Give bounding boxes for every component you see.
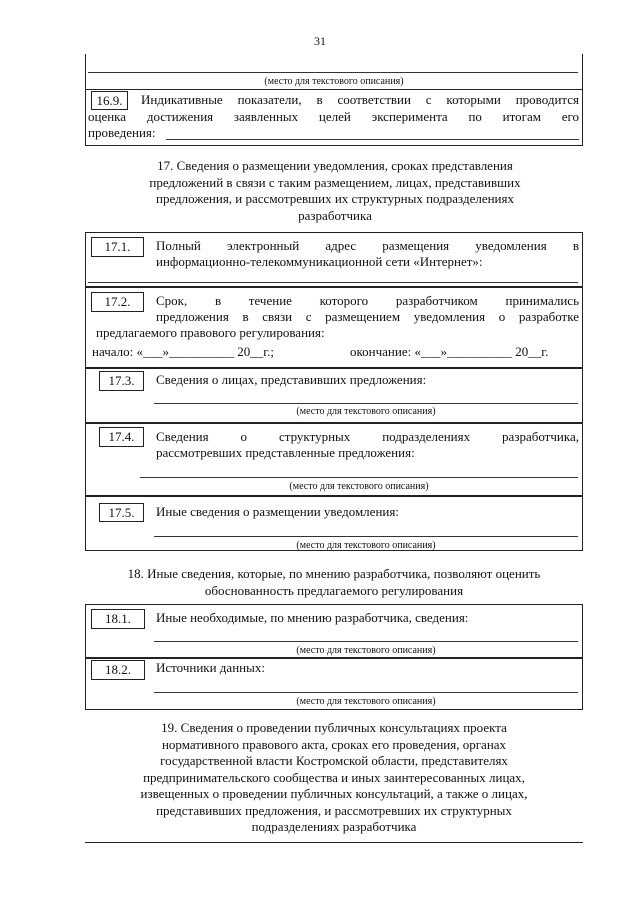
section-17-2-number: 17.2.: [91, 292, 144, 312]
section-18-1-fill-line: [154, 641, 578, 642]
section-16-9-fill-line: [166, 139, 579, 140]
section-17-3-fill-line: [154, 403, 578, 404]
section-16-9-text-2: оценка достижения заявленных целей эксперимента по итогам его: [88, 109, 579, 124]
section-17-1-number: 17.1.: [91, 237, 144, 257]
section-17-4-caption: (место для текстового описания): [289, 481, 429, 492]
section-17-2-text-3: предлагаемого правового регулирования:: [96, 325, 325, 340]
section-17-5-number: 17.5.: [99, 503, 144, 522]
section-17-4-fill-line: [140, 477, 578, 478]
section-17-5-caption: (место для текстового описания): [296, 540, 436, 551]
section-17-2-text-1: Срок, в течение которого разработчиком принимались: [156, 293, 579, 308]
section-18-2-text-1: Источники данных:: [156, 660, 265, 675]
section-18-2-number: 18.2.: [91, 660, 145, 680]
section-18-2-fill-line: [154, 692, 578, 693]
section-16-8-caption: (место для текстового описания): [264, 76, 404, 87]
section-17-3-number: 17.3.: [99, 371, 144, 391]
section-17-3-text-1: Сведения о лицах, представивших предложения:: [156, 372, 427, 387]
section-16-9-text-1: Индикативные показатели, в соответствии с которыми проводится: [141, 92, 579, 107]
section-17-2-end-date: окончание: «___»__________ 20__г.: [350, 344, 549, 359]
section-19-heading: 19. Сведения о проведении публичных консультациях проекта нормативного правового акта, сроках его проведения, органах государственной власти Костромской области, представителях предпринимательского сообщества и иных заинтересованных лицах, извещенных о проведении публичных консультаций, а также о лицах, представивших предложения, и рассмотревших их структурных подразделениях разработчика: [140, 720, 528, 834]
section-17-4-number: 17.4.: [99, 427, 144, 447]
section-19-top-border: [85, 842, 583, 843]
section-17-4-text-1: Сведения о структурных подразделениях разработчика,: [156, 429, 579, 444]
section-16-9-text-3: проведения:: [88, 125, 156, 140]
section-17-3-caption: (место для текстового описания): [296, 406, 436, 417]
section-18-1-caption: (место для текстового описания): [296, 645, 436, 656]
page-number: 31: [314, 34, 326, 48]
section-17-5-text-1: Иные сведения о размещении уведомления:: [156, 504, 399, 519]
section-16-9-number: 16.9.: [91, 91, 128, 110]
section-18-1-text-1: Иные необходимые, по мнению разработчика, сведения:: [156, 610, 469, 625]
section-18-2-caption: (место для текстового описания): [296, 696, 436, 707]
section-17-1-text-1: Полный электронный адрес размещения уведомления в: [156, 238, 579, 253]
section-17-2-start-date: начало: «___»__________ 20__г.;: [92, 344, 274, 359]
section-16-8-fill-line: [88, 72, 578, 73]
section-17-2-text-2: предложения в связи с размещением уведомления о разработке: [156, 309, 579, 324]
section-18-1-number: 18.1.: [91, 609, 145, 629]
section-17-1-text-2: информационно-телекоммуникационной сети «Интернет»:: [156, 254, 483, 269]
section-17-4-text-2: рассмотревших представленные предложения:: [156, 445, 415, 460]
section-17-1-fill-line: [88, 282, 578, 283]
section-17-5-fill-line: [154, 536, 578, 537]
section-18-heading: 18. Иные сведения, которые, по мнению разработчика, позволяют оценить обоснованность предлагаемого регулирования: [127, 566, 541, 598]
section-17-heading: 17. Сведения о размещении уведомления, сроках представления предложений в связи с таким размещением, лицах, представивших предложения, и рассмотревших их структурных подразделениях разработчика: [149, 158, 521, 223]
